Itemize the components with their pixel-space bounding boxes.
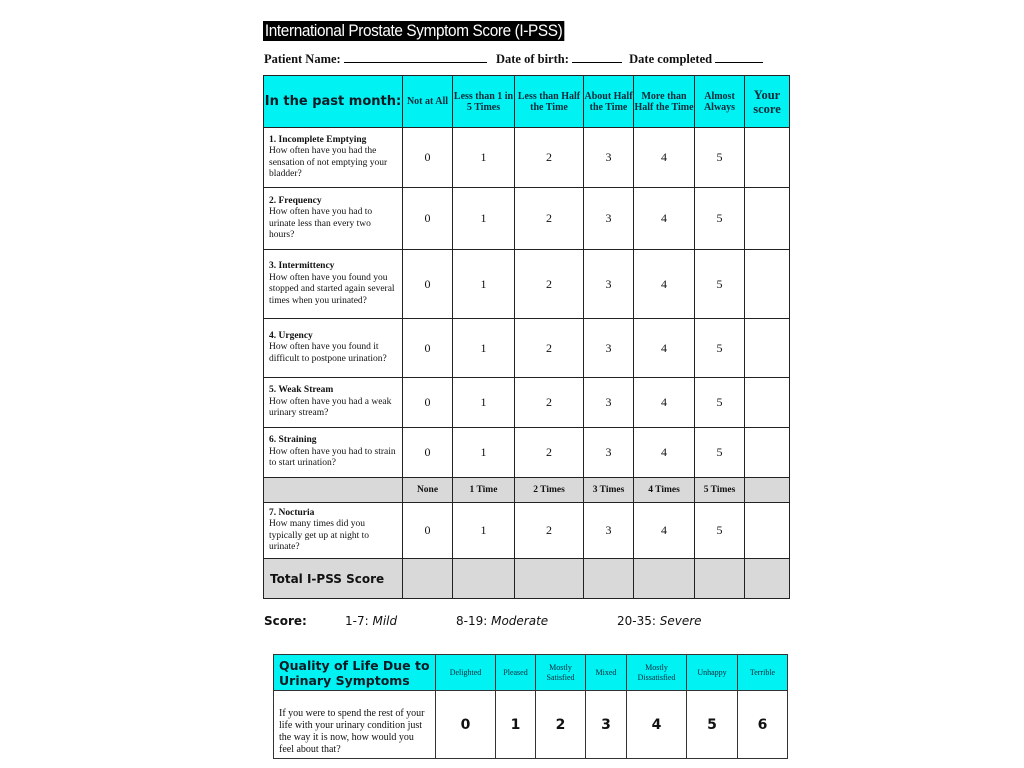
answer-option-1[interactable]: 1 [453, 319, 515, 378]
answer-option-1[interactable]: 1 [453, 128, 515, 188]
answer-option-2[interactable]: 2 [515, 319, 584, 378]
answer-option-1[interactable]: 1 [453, 378, 515, 428]
answer-option-4[interactable]: 4 [634, 188, 695, 250]
total-blank [634, 559, 695, 599]
question-text: How many times did you typically get up at night to urinate? [269, 519, 369, 552]
question-title: 7. Nocturia [269, 507, 315, 518]
qol-header-mostly-satisfied: Mostly Satisfied [536, 655, 586, 691]
qol-header-delighted: Delighted [436, 655, 496, 691]
question-title: 4. Urgency [269, 330, 313, 341]
question-title: 2. Frequency [269, 195, 322, 206]
qol-header-mostly-dissatisfied: Mostly Dissatisfied [627, 655, 687, 691]
question-text: How often have you had to strain to start urination? [269, 446, 396, 469]
score-cell[interactable] [745, 188, 790, 250]
answer-option-4[interactable]: 4 [634, 503, 695, 559]
ipss-table [263, 75, 790, 599]
score-severe [617, 614, 702, 628]
total-ipss-label: Total I-PSS Score [264, 559, 403, 599]
qol-header-unhappy: Unhappy [687, 655, 738, 691]
header-1-time: 1 Time [453, 478, 515, 503]
qol-title: Quality of Life Due to Urinary Symptoms [274, 655, 436, 691]
answer-option-2[interactable]: 2 [515, 250, 584, 319]
dob-label: Date of birth: [495, 52, 569, 66]
nocturia-header-score-blank [745, 478, 790, 503]
question-text: How often have you found it difficult to postpone urination? [269, 342, 387, 364]
answer-option-3[interactable]: 3 [584, 503, 634, 559]
qol-header-mixed: Mixed [586, 655, 627, 691]
score-cell[interactable] [745, 428, 790, 478]
score-cell[interactable] [745, 319, 790, 378]
answer-option-5[interactable]: 5 [695, 188, 745, 250]
question-title: 6. Straining [269, 435, 317, 446]
answer-option-5[interactable]: 5 [695, 128, 745, 188]
header-5-times: 5 Times [695, 478, 745, 503]
form-title: International Prostate Symptom Score (I-PSS) [264, 22, 563, 40]
question-row-urgency [264, 319, 790, 378]
qol-option-1[interactable]: 1 [496, 691, 536, 759]
answer-option-2[interactable]: 2 [515, 128, 584, 188]
answer-option-1[interactable]: 1 [453, 250, 515, 319]
qol-option-2[interactable]: 2 [536, 691, 586, 759]
question-title: 5. Weak Stream [269, 385, 334, 396]
score-cell[interactable] [745, 128, 790, 188]
question-text: How often have you found you stopped and started again several times when you urinated? [269, 272, 395, 306]
total-blank [403, 559, 453, 599]
qol-option-5[interactable]: 5 [687, 691, 738, 759]
severe-label: Severe [659, 614, 702, 628]
answer-option-1[interactable]: 1 [453, 428, 515, 478]
answer-option-4[interactable]: 4 [634, 319, 695, 378]
question-row-incomplete-emptying [264, 128, 790, 188]
header-your-score: Your score [745, 76, 790, 128]
qol-question: If you were to spend the rest of your life with your urinary condition just the way it is now, how would you feel about that? [274, 691, 436, 759]
question-text: How often have you had the sensation of not emptying your bladder? [269, 146, 388, 179]
answer-option-2[interactable]: 2 [515, 428, 584, 478]
qol-option-0[interactable]: 0 [436, 691, 496, 759]
question-title: 1. Incomplete Emptying [269, 134, 367, 145]
answer-option-1[interactable]: 1 [453, 188, 515, 250]
header-less-than-1-in-5: Less than 1 in 5 Times [453, 76, 515, 128]
answer-option-3[interactable]: 3 [584, 319, 634, 378]
answer-option-0[interactable]: 0 [403, 188, 453, 250]
qol-question-row [274, 691, 788, 759]
moderate-label: Moderate [491, 614, 549, 628]
answer-option-4[interactable]: 4 [634, 128, 695, 188]
qol-option-3[interactable]: 3 [586, 691, 627, 759]
answer-option-3[interactable]: 3 [584, 250, 634, 319]
header-less-than-half: Less than Half the Time [515, 76, 584, 128]
answer-option-3[interactable]: 3 [584, 428, 634, 478]
answer-option-2[interactable]: 2 [515, 378, 584, 428]
answer-option-0[interactable]: 0 [403, 128, 453, 188]
answer-option-0[interactable]: 0 [403, 378, 453, 428]
total-row [264, 559, 790, 599]
question-text: How often have you had to urinate less than every two hours? [269, 207, 373, 240]
qol-option-6[interactable]: 6 [738, 691, 788, 759]
patient-info-line [264, 51, 794, 67]
moderate-range: 8-19: [456, 614, 488, 628]
question-title: 3. Intermittency [269, 261, 335, 271]
answer-option-5[interactable]: 5 [695, 503, 745, 559]
total-blank [584, 559, 634, 599]
question-row-straining [264, 428, 790, 478]
nocturia-header-blank [264, 478, 403, 503]
header-almost-always: Almost Always [695, 76, 745, 128]
mild-label: Mild [372, 614, 398, 628]
header-none: None [403, 478, 453, 503]
answer-option-2[interactable]: 2 [515, 503, 584, 559]
patient-name-label: Patient Name: [264, 52, 341, 66]
score-cell[interactable] [745, 250, 790, 319]
question-row-weak-stream [264, 378, 790, 428]
question-row-frequency [264, 188, 790, 250]
question-row-intermittency [264, 250, 790, 319]
date-completed-field[interactable] [715, 51, 763, 63]
score-moderate [456, 614, 548, 628]
quality-of-life-table [273, 654, 788, 759]
answer-option-5[interactable]: 5 [695, 428, 745, 478]
answer-option-4[interactable]: 4 [634, 250, 695, 319]
header-2-times: 2 Times [515, 478, 584, 503]
answer-option-0[interactable]: 0 [403, 428, 453, 478]
header-in-the-past-month: In the past month: [264, 76, 403, 128]
dob-field[interactable] [572, 51, 622, 63]
mild-range: 1-7: [345, 614, 369, 628]
qol-option-4[interactable]: 4 [627, 691, 687, 759]
header-4-times: 4 Times [634, 478, 695, 503]
header-about-half: About Half the Time [584, 76, 634, 128]
answer-option-0[interactable]: 0 [403, 319, 453, 378]
total-score-cell[interactable] [745, 559, 790, 599]
header-3-times: 3 Times [584, 478, 634, 503]
nocturia-header-row [264, 478, 790, 503]
answer-option-4[interactable]: 4 [634, 428, 695, 478]
question-text: How often have you had a weak urinary stream? [269, 396, 392, 419]
answer-option-5[interactable]: 5 [695, 319, 745, 378]
question-row-nocturia [264, 503, 790, 559]
header-not-at-all: Not at All [403, 76, 453, 128]
score-legend-label: Score: [264, 614, 307, 628]
qol-header-terrible: Terrible [738, 655, 788, 691]
score-mild [345, 614, 397, 628]
severe-range: 20-35: [617, 614, 656, 628]
total-blank [695, 559, 745, 599]
date-completed-label: Date completed [629, 52, 713, 66]
qol-header-pleased: Pleased [496, 655, 536, 691]
score-cell[interactable] [745, 503, 790, 559]
answer-option-5[interactable]: 5 [695, 378, 745, 428]
answer-option-0[interactable]: 0 [403, 250, 453, 319]
answer-option-4[interactable]: 4 [634, 378, 695, 428]
total-blank [453, 559, 515, 599]
answer-option-0[interactable]: 0 [403, 503, 453, 559]
answer-option-1[interactable]: 1 [453, 503, 515, 559]
answer-option-3[interactable]: 3 [584, 128, 634, 188]
answer-option-3[interactable]: 3 [584, 378, 634, 428]
answer-option-5[interactable]: 5 [695, 250, 745, 319]
patient-name-field[interactable] [344, 51, 487, 63]
header-more-than-half: More than Half the Time [634, 76, 695, 128]
answer-option-2[interactable]: 2 [515, 188, 584, 250]
total-blank [515, 559, 584, 599]
score-cell[interactable] [745, 378, 790, 428]
answer-option-3[interactable]: 3 [584, 188, 634, 250]
